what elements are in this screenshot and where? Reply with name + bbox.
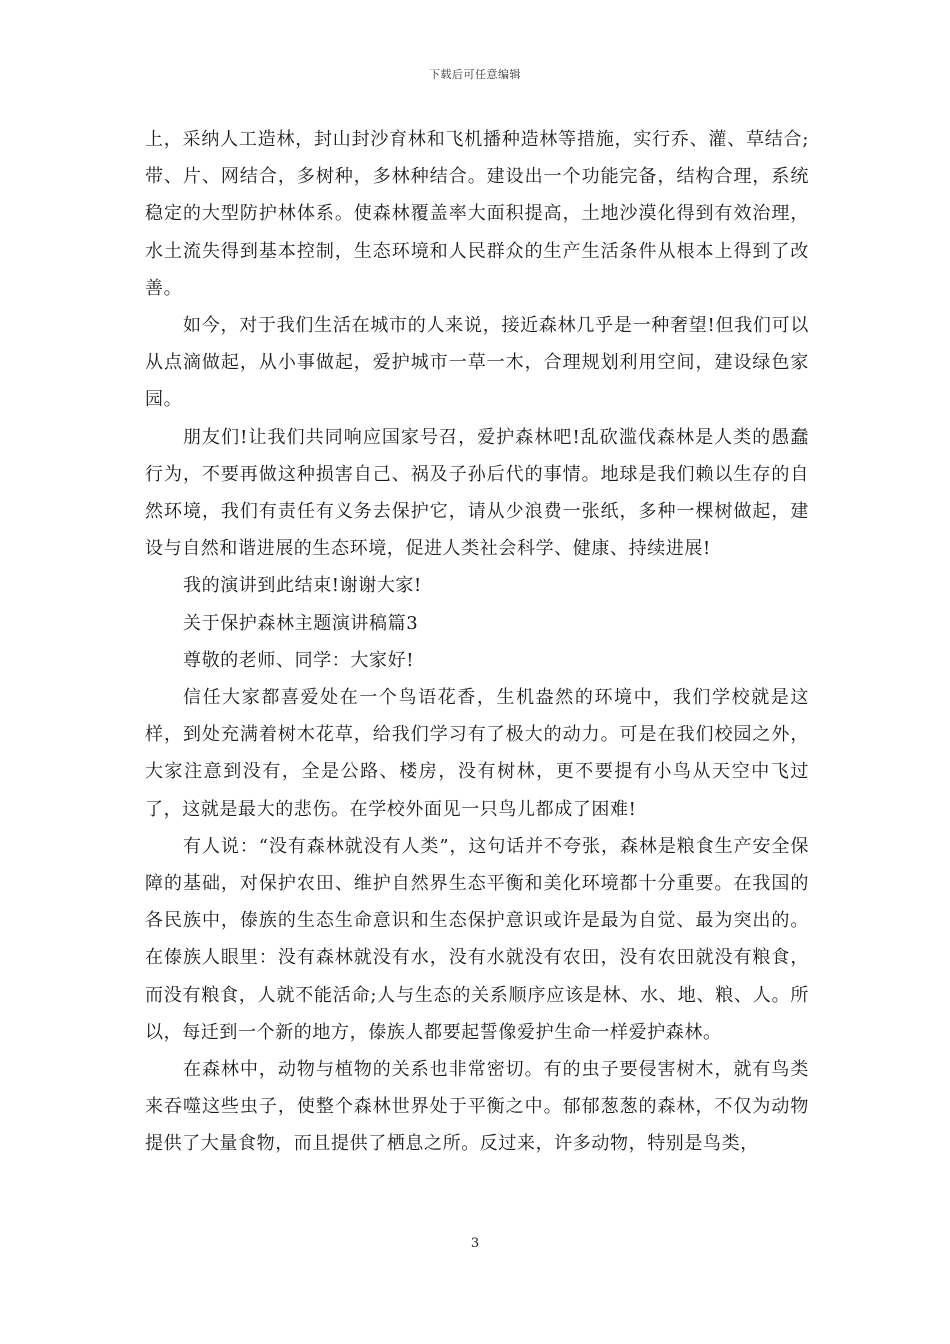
closing-line: 我的演讲到此结束!谢谢大家! xyxy=(183,575,422,597)
page-number: 3 xyxy=(470,1236,480,1251)
paragraph: 如今，对于我们生活在城市的人来说，接近森林几乎是一种奢望!但我们可以从点滴做起，从小事做起，爱护城市一草一木，合理规划利用空间，建设绿色家园。 xyxy=(145,315,809,411)
paragraph: 信任大家都喜爱处在一个鸟语花香，生机盎然的环境中，我们学校就是这样，到处充满着树木花草，给我们学习有了极大的动力。可是在我们校园之外，大家注意到没有，全是公路、楼房，没有树林，更不要提有小鸟从天空中飞过了，这就是最大的悲伤。在学校外面见一只鸟儿都成了困难! xyxy=(145,687,809,820)
section-title: 关于保护森林主题演讲稿篇3 xyxy=(183,612,419,634)
paragraph-continuation: 上，采纳人工造林，封山封沙育林和飞机播种造林等措施，实行乔、灌、草结合;带、片、网结合，多树种，多林种结合。建设出一个功能完备，结构合理，系统稳定的大型防护林体系。使森林覆盖率大面积提高，土地沙漠化得到有效治理，水土流失得到基本控制，生态环境和人民群众的生产生活条件从根本上得到了改善。 xyxy=(145,129,809,299)
document-body xyxy=(145,121,809,1163)
paragraph: 在森林中，动物与植物的关系也非常密切。有的虫子要侵害树木，就有鸟类来吞噬这些虫子，使整个森林世界处于平衡之中。郁郁葱葱的森林，不仅为动物提供了大量食物，而且提供了栖息之所。反过来，许多动物，特别是鸟类， xyxy=(145,1059,809,1155)
page-header: 下载后可任意编辑 xyxy=(429,68,521,81)
paragraph: 有人说：“没有森林就没有人类”，这句话并不夸张，森林是粮食生产安全保障的基础，对保护农田、维护自然界生态平衡和美化环境都十分重要。在我国的各民族中，傣族的生态生命意识和生态保护意识或许是最为自觉、最为突出的。在傣族人眼里：没有森林就没有水，没有水就没有农田，没有农田就没有粮食，而没有粮食，人就不能活命;人与生态的关系顺序应该是林、水、地、粮、人。所以，每迁到一个新的地方，傣族人都要起誓像爱护生命一样爱护森林。 xyxy=(145,835,809,1043)
salutation: 尊敬的老师、同学：大家好! xyxy=(183,649,415,671)
paragraph: 朋友们!让我们共同响应国家号召，爱护森林吧!乱砍滥伐森林是人类的愚蠢行为，不要再做这种损害自己、祸及子孙后代的事情。地球是我们赖以生存的自然环境，我们有责任有义务去保护它，请从少浪费一张纸，多种一棵树做起，建设与自然和谐进展的生态环境，促进人类社会科学、健康、持续进展! xyxy=(145,426,809,560)
